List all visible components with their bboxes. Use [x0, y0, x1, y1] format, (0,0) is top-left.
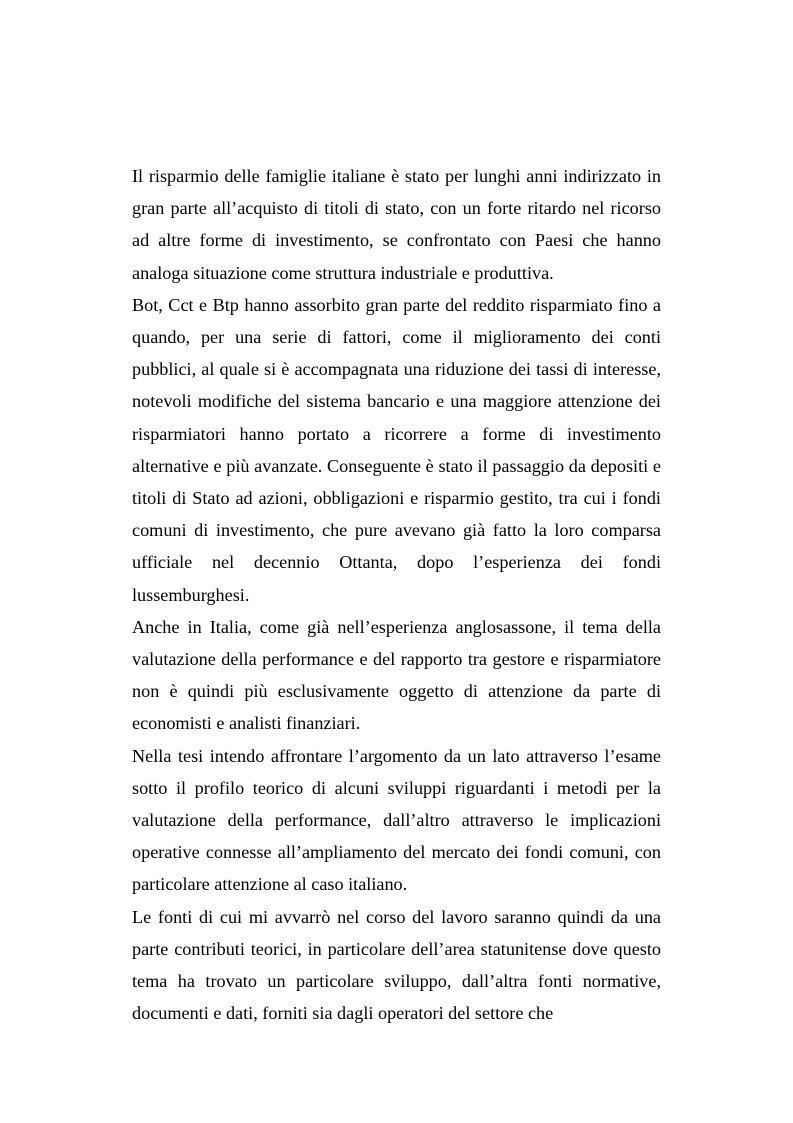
paragraph-4: Nella tesi intendo affrontare l’argomento da un lato attraverso l’esame sotto il profilo teorico di alcuni sviluppi riguardanti i metodi per la valutazione della performance, dall’altro attraverso le implicazioni operative connesse all’ampliamento del mercato dei fondi comuni, con particolare attenzione al caso italiano. [132, 745, 661, 895]
body-text [132, 160, 661, 1029]
paragraph-1: Il risparmio delle famiglie italiane è stato per lunghi anni indirizzato in gran parte all’acquisto di titoli di stato, con un forte ritardo nel ricorso ad altre forme di investimento, se confrontato con Paesi che hanno analoga situazione come struttura industriale e produttiva. [132, 166, 661, 283]
paragraph-5: Le fonti di cui mi avvarrò nel corso del lavoro saranno quindi da una parte contributi teorici, in particolare dell’area statunitense dove questo tema ha trovato un particolare sviluppo, dall’altra fonti normative, documenti e dati, forniti sia dagli operatori del settore che [132, 906, 661, 1024]
paragraph-2: Bot, Cct e Btp hanno assorbito gran parte del reddito risparmiato fino a quando, per una serie di fattori, come il miglioramento dei conti pubblici, al quale si è accompagnata una riduzione dei tassi di interesse, notevoli modifiche del sistema bancario e una maggiore attenzione dei risparmiatori hanno portato a ricorrere a forme di investimento alternative e più avanzate. Conseguente è stato il passaggio da depositi e titoli di Stato ad azioni, obbligazioni e risparmio gestito, tra cui i fondi comuni di investimento, che pure avevano già fatto la loro comparsa ufficiale nel decennio Ottanta, dopo l’esperienza dei fondi lussemburghesi. [132, 294, 661, 605]
paragraph-3: Anche in Italia, come già nell’esperienza anglosassone, il tema della valutazione della performance e del rapporto tra gestore e risparmiatore non è quindi più esclusivamente oggetto di attenzione da parte di economisti e analisti finanziari. [132, 616, 661, 734]
